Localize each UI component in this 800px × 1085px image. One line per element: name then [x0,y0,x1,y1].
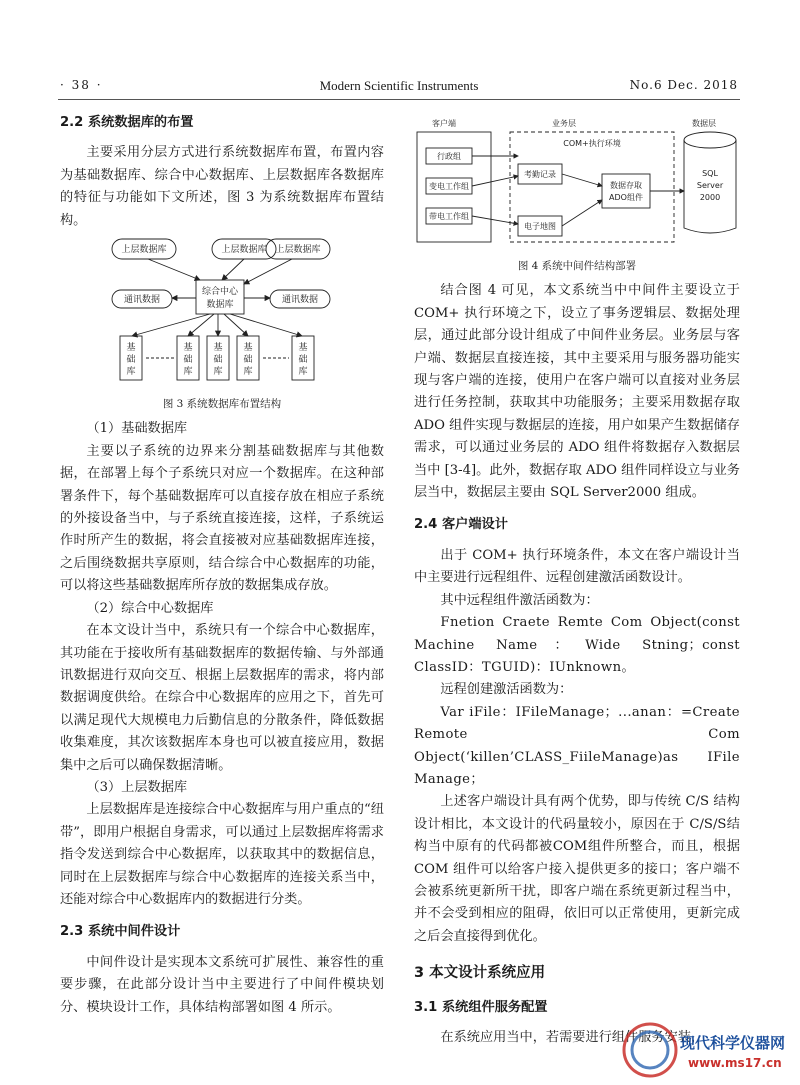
svg-text:库: 库 [243,367,253,378]
code-snippet-2: Var iFile：IFileManage；...anan：=Create Remote Com Object(‘killen’CLASS_FiileManage)as IFile Manage； [414,704,740,787]
section-3-1-heading: 3.1 系统组件服务配置 [414,999,548,1015]
center-db-line2: 数据库 [206,300,234,311]
svg-text:础: 础 [298,355,308,366]
right-column [414,100,740,1049]
watermark-cn: 现代科学仪器网 [680,1034,786,1052]
paragraph: 出于 COM+ 执行环境条件，本文在客户端设计当中主要进行远程组件、远程创建激活函数设计。 [414,547,740,586]
paragraph: 上述客户端设计具有两个优势，即与传统 C/S 结构设计相比，本文设计的代码量较小，原因在于 C/S/S结构当中原有的代码都被COM组件所整合，而且，根据 COM 组件可以给客户接入提供更多的接口；客户端不会被系统更新所干扰，即客户端在系统更新过程当中，并不会受到相应的阻碍，依旧可以正常使用，更新完成之后会直接得到优化。 [414,794,740,944]
subheading-upper-db: （3）上层数据库 [86,779,188,795]
client-admin-group: 行政组 [437,152,461,161]
subheading-base-db: （1）基础数据库 [86,421,188,437]
issue-info: No.6 Dec. 2018 [629,78,738,92]
sql-line2: Server [696,181,724,190]
svg-text:基: 基 [213,343,223,354]
svg-text:础: 础 [243,355,253,366]
business-layer-label: 业务层 [552,119,576,128]
base-db-4 [243,341,252,377]
svg-text:库: 库 [183,367,193,378]
svg-text:基: 基 [126,343,136,354]
base-db-2 [183,341,192,377]
client-live-work-group: 带电工作组 [429,212,469,221]
paragraph: 其中远程组件激活函数为： [440,592,599,608]
sql-line3: 2000 [699,193,721,202]
ado-line1: 数据存取 [610,181,642,190]
paragraph: 上层数据库是连接综合中心数据库与用户重点的“纽带”，即用户根据自身需求，可以通过上层数据库将需求指令发送到综合中心数据库，以获取其中的数据信息，同时在上层数据库与综合中心数据库的连接关系当中，还能对综合中心数据库内的数据进行分类。 [60,802,384,907]
paragraph: 结合图 4 可见，本文系统当中中间件主要设立于 COM+ 执行环境之下，设立了事务逻辑层、数据处理层，通过此部分设计组成了中间件业务层。业务层与客户端、数据层直接连接，其中主要采用与服务器功能实现与客户端的连接，使用户在客户端可以直接对业务层进行任务控制，获取其中功能服务；主要采用数据存取 ADO 组件实现与数据层的连接，用户如果产生数据储存需求，可以通过业务层的 ADO 组件将数据存入数据层当中 [3-4]。此外，数据存取 ADO 组件同样设立与业务层当中，数据层主要由 SQL Server2000 组成。 [414,283,740,501]
base-db-1 [126,341,135,377]
emap-module: 电子地图 [524,222,556,231]
section-2-4-heading: 2.4 客户端设计 [414,517,508,533]
upper-db-2: 上层数据库 [221,245,267,256]
section-3-heading: 3 本文设计系统应用 [414,965,546,982]
attendance-module: 考勤记录 [524,170,556,179]
paragraph: 中间件设计是实现本文系统可扩展性、兼容性的重要步骤，在此部分设计当中主要进行了中间件模块划分、模块设计工作，具体结构部署如图 4 所示。 [60,954,384,1015]
watermark-logo [610,1010,800,1080]
comm-data-right: 通讯数据 [281,295,319,306]
com-env-label: COM+执行环境 [563,139,621,148]
paragraph: 主要以子系统的边界来分割基础数据库与其他数据，在部署上每个子系统只对应一个数据库。在这种部署条件下，每个基础数据库可以直接存放在相应子系统的外接设备当中，与子系统直接连接，这样，子系统运作时所产生的数据，将会直接被对应基础数据库连接，之后围绕数据共享原则，结合综合中心数据库的功能，可以将这些基础数据库所存放的数据集成存放。 [60,443,384,594]
svg-text:础: 础 [126,355,136,366]
watermark-url: www.ms17.cn [688,1056,782,1070]
section-2-3-heading: 2.3 系统中间件设计 [60,924,181,940]
figure-4-caption: 图 4 系统中间件结构部署 [517,260,637,273]
svg-text:基: 基 [183,343,193,354]
upper-db-1: 上层数据库 [121,245,167,256]
paragraph: 在本文设计当中，系统只有一个综合中心数据库，其功能在于接收所有基础数据库的数据传输、与外部通讯数据进行双向交互、根据上层数据库的需求，将内部数据调度供给。在综合中心数据库的应用之下，首先可以满足现代大规模电力后勤信息的分散条件，降低数据收集难度，其次该数据库本身也可以被直接应用，数据集中之后可以确保数据清晰。 [60,623,384,773]
code-snippet-1: Fnetion Craete Remte Com Object(const Machine Name：Wide Stning；const ClassID：TGUID)：IUnknown。 [414,615,740,675]
comm-data-left: 通讯数据 [123,295,161,306]
svg-text:基: 基 [298,343,308,354]
paragraph: 主要采用分层方式进行系统数据库布置，布置内容为基础数据库、综合中心数据库、上层数据库各数据库的特征与功能如下文所述，图 3 为系统数据库布置结构。 [60,145,384,228]
svg-text:库: 库 [298,367,308,378]
journal-name: Modern Scientific Instruments [319,78,479,93]
base-db-3 [213,341,222,377]
figure-4-diagram [414,116,740,248]
figure-3-diagram [60,236,384,386]
center-db-line1: 综合中心 [201,287,239,298]
base-db-5 [298,341,307,377]
ado-line2: ADO组件 [609,193,643,202]
client-layer-label: 客户端 [432,119,456,128]
paragraph: 在系统应用当中，若需要进行组件服务安装， [440,1030,705,1045]
svg-text:础: 础 [183,355,193,366]
figure-3-caption: 图 3 系统数据库布置结构 [162,398,282,411]
client-substation-group: 变电工作组 [429,182,469,191]
upper-db-3: 上层数据库 [275,245,321,256]
svg-text:库: 库 [126,367,136,378]
figure-4 [414,116,740,274]
data-layer-label: 数据层 [692,119,716,128]
subheading-center-db: （2）综合中心数据库 [86,600,214,616]
page-header [60,78,738,98]
section-2-2-heading: 2.2 系统数据库的布置 [60,115,194,130]
left-column [60,100,384,1019]
svg-text:础: 础 [213,355,223,366]
svg-text:基: 基 [243,343,253,354]
svg-text:库: 库 [213,367,223,378]
sql-line1: SQL [702,169,718,178]
page-number: · 38 · [60,78,103,92]
paragraph: 远程创建激活函数为： [440,682,573,698]
instrument-logo-icon [610,1010,800,1080]
figure-3 [60,236,384,412]
